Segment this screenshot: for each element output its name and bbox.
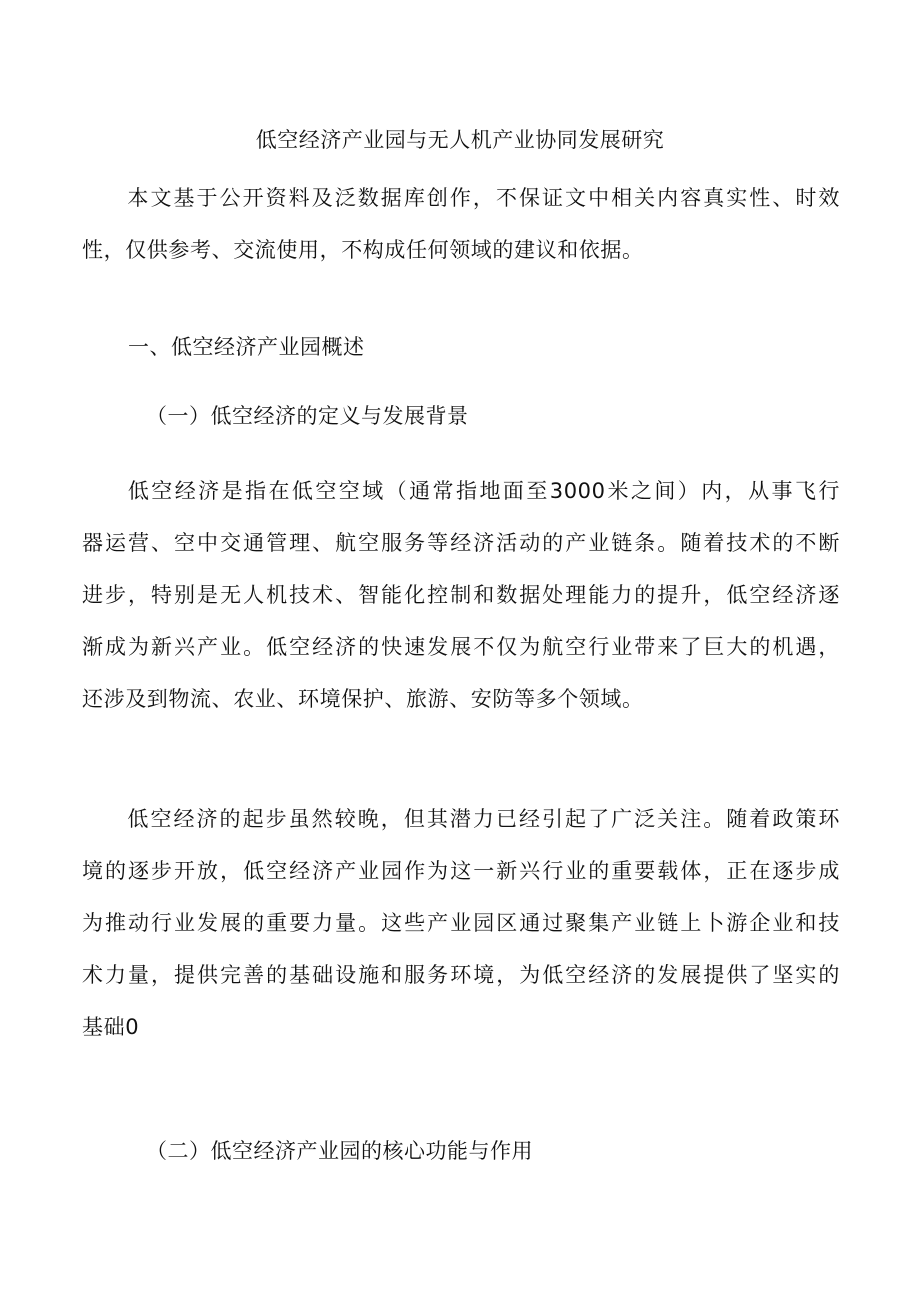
paragraph-line: 术力量，提供完善的基础设施和服务环境，为低空经济的发展提供了坚实的 bbox=[82, 963, 840, 987]
body-paragraph bbox=[82, 465, 840, 725]
paragraph-line: 基础0 bbox=[82, 1015, 140, 1039]
paragraph-line: 渐成为新兴产业。低空经济的快速发展不仅为航空行业带来了巨大的机遇， bbox=[82, 635, 840, 659]
paragraph-line: 为推动行业发展的重要力量。这些产业园区通过聚集产业链上卜游企业和技 bbox=[82, 911, 840, 935]
document-title: 低空经济产业园与无人机产业协同发展研究 bbox=[255, 128, 665, 152]
paragraph-line: 境的逐步开放，低空经济产业园作为这一新兴行业的重要载体，正在逐步成 bbox=[82, 859, 840, 883]
paragraph-line: 进步，特别是无人机技术、智能化控制和数据处理能力的提升，低空经济逐 bbox=[82, 583, 840, 607]
disclaimer-paragraph bbox=[82, 172, 840, 276]
body-paragraph bbox=[82, 793, 840, 1053]
subsection-heading: （一）低空经济的定义与发展背景 bbox=[146, 404, 469, 428]
paragraph-line: 低空经济是指在低空空域（通常指地面至3000米之间）内，从事飞行 bbox=[126, 479, 840, 503]
paragraph-line: 低空经济的起步虽然较晚，但其潜力已经引起了广泛关注。随着政策环 bbox=[126, 807, 840, 831]
paragraph-line: 本文基于公开资料及泛数据库创作，不保证文中相关内容真实性、时效 bbox=[126, 186, 840, 210]
paragraph-line: 器运营、空中交通管理、航空服务等经济活动的产业链条。随着技术的不断 bbox=[82, 531, 840, 555]
paragraph-line: 还涉及到物流、农业、环境保护、旅游、安防等多个领域。 bbox=[82, 687, 644, 711]
subsection-heading: （二）低空经济产业园的核心功能与作用 bbox=[146, 1139, 533, 1163]
section-heading: 一、低空经济产业园概述 bbox=[128, 335, 365, 359]
paragraph-line: 性，仅供参考、交流使用，不构成任何领域的建议和依据。 bbox=[82, 238, 644, 262]
